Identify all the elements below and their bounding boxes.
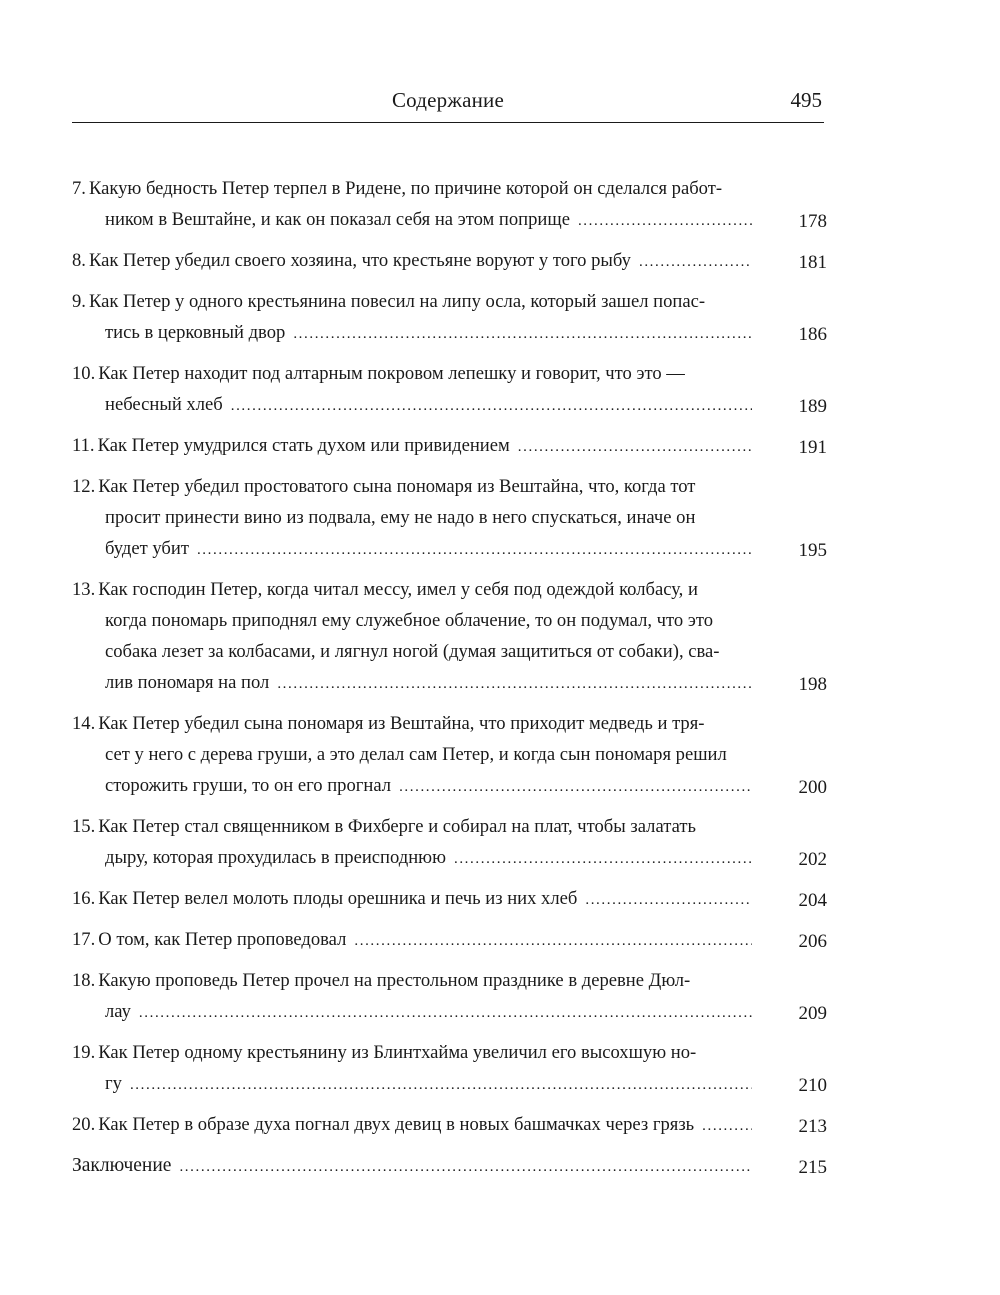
toc-entry-number: 10.	[72, 363, 96, 384]
dot-leader	[454, 844, 752, 875]
toc-line	[72, 204, 752, 237]
toc-entry-number: 19.	[72, 1042, 96, 1063]
toc-line-text	[72, 363, 685, 384]
toc-page-number: 209	[798, 1003, 827, 1024]
toc-entry-text	[72, 1037, 752, 1101]
toc-line	[72, 1037, 752, 1068]
toc-entry-text	[72, 811, 752, 875]
toc-entry	[72, 430, 827, 463]
toc-line-text	[72, 883, 577, 914]
toc-line	[72, 430, 752, 463]
toc-page-number: 186	[798, 324, 827, 345]
toc-page-number: 215	[798, 1157, 827, 1178]
toc-entry-number: 11.	[72, 435, 95, 456]
toc-line-text	[72, 713, 704, 734]
toc-line-text	[105, 317, 285, 348]
dot-leader	[399, 772, 752, 803]
toc-entry	[72, 1109, 827, 1142]
toc-line	[72, 358, 752, 389]
toc-line	[72, 471, 752, 502]
toc-entry-number: 18.	[72, 970, 96, 991]
toc-line	[72, 636, 752, 667]
running-header	[72, 88, 824, 123]
toc-entry-title: Как Петер стал священником в Фихберге и собирал на плат, чтобы залатать	[98, 816, 696, 837]
toc-line	[72, 605, 752, 636]
toc-entry-title: сторожить груши, то он его прогнал	[105, 775, 392, 796]
toc-entry-title: Как Петер убедил своего хозяина, что крестьяне воруют у того рыбу	[88, 250, 631, 271]
toc-line-text	[105, 204, 570, 235]
toc-line	[72, 389, 752, 422]
toc-entry-title: тись в церковный двор	[105, 322, 286, 343]
toc-line	[72, 286, 752, 317]
toc-line-text	[72, 1109, 694, 1140]
toc-entry	[72, 883, 827, 916]
dot-leader	[197, 535, 752, 566]
toc-page-number: 200	[798, 777, 827, 798]
toc-entry-number: 17.	[72, 929, 96, 950]
toc-page-number: 189	[798, 396, 827, 417]
toc-line-text	[105, 667, 269, 698]
toc-line-text	[105, 389, 223, 420]
dot-leader	[585, 885, 752, 916]
toc-entry-title: Как Петер у одного крестьянина повесил на липу осла, который зашел попас-	[88, 291, 706, 312]
dot-leader	[702, 1111, 752, 1142]
toc-entry	[72, 708, 827, 803]
toc-entry	[72, 471, 827, 566]
toc-entry-text	[72, 1109, 752, 1142]
toc-entry-title: гу	[105, 1073, 122, 1094]
toc-line	[72, 1068, 752, 1101]
dot-leader	[130, 1070, 752, 1101]
toc-entry-number: 20.	[72, 1114, 96, 1135]
toc-entry-title: Как Петер убедил сына пономаря из Вештайна, что приходит медведь и тря-	[98, 713, 705, 734]
toc-entry-number: 7.	[72, 178, 86, 199]
toc-line	[72, 996, 752, 1029]
toc-entry-text	[72, 245, 752, 278]
toc-line-text	[105, 610, 713, 631]
toc-line-text	[105, 641, 719, 662]
toc-page-number: 210	[798, 1075, 827, 1096]
toc-entry-number: 9.	[72, 291, 86, 312]
toc-entry	[72, 245, 827, 278]
toc-entry-number: 16.	[72, 888, 96, 909]
toc-line	[72, 924, 752, 957]
toc-entry-text	[72, 924, 752, 957]
header-title: Содержание	[391, 88, 505, 112]
toc-entry-title: лив пономаря на пол	[105, 672, 270, 693]
toc-entry-text	[72, 883, 752, 916]
toc-page-number: 198	[798, 674, 827, 695]
toc-page-number: 206	[798, 931, 827, 952]
toc-entry-title: Как Петер умудрился стать духом или привидением	[97, 435, 510, 456]
toc-page-number: 181	[798, 252, 827, 273]
toc-entry-title: когда пономарь приподнял ему служебное облачение, то он подумал, что это	[105, 610, 713, 631]
toc-page-number: 213	[798, 1116, 827, 1137]
toc-line	[72, 965, 752, 996]
toc-entry-text	[72, 430, 752, 463]
toc-line	[72, 1150, 752, 1183]
toc-entry-text	[72, 286, 752, 350]
toc-entry	[72, 574, 827, 700]
toc-entry-text	[72, 471, 752, 566]
toc-line-text	[72, 245, 631, 276]
toc-line-text	[72, 579, 698, 600]
dot-leader	[277, 669, 752, 700]
toc-line-text	[72, 1042, 696, 1063]
dot-leader	[578, 206, 752, 237]
toc-line-text	[105, 744, 727, 765]
toc-line-text	[72, 291, 705, 312]
header-page-number: 495	[790, 88, 822, 112]
dot-leader	[639, 247, 752, 278]
toc-entry-title: Как господин Петер, когда читал мессу, имел у себя под одеждой колбасу, и	[98, 579, 698, 600]
toc-line-text	[105, 842, 446, 873]
toc-entry	[72, 1037, 827, 1101]
toc-line	[72, 1109, 752, 1142]
toc-entry-number: 12.	[72, 476, 96, 497]
toc-line	[72, 842, 752, 875]
toc-entry-text	[72, 965, 752, 1029]
toc-entry-title: Как Петер велел молоть плоды орешника и печь из них хлеб	[98, 888, 578, 909]
toc-entry-text	[72, 574, 752, 700]
toc-entry-number: 15.	[72, 816, 96, 837]
toc-entry	[72, 924, 827, 957]
dot-leader	[231, 391, 752, 422]
toc-entry-title: просит принести вино из подвала, ему не надо в него спускаться, иначе он	[105, 507, 696, 528]
toc-entry-number: 14.	[72, 713, 96, 734]
toc-entry-text	[72, 708, 752, 803]
dot-leader	[179, 1152, 752, 1183]
toc-line-text	[105, 533, 189, 564]
toc-line	[72, 502, 752, 533]
toc-entry	[72, 173, 827, 237]
toc-entry	[72, 286, 827, 350]
toc-entry-number: 13.	[72, 579, 96, 600]
toc-line	[72, 533, 752, 566]
toc-entry-title: лау	[105, 1001, 131, 1022]
toc-entry-number: 8.	[72, 250, 86, 271]
toc-line-text	[105, 996, 131, 1027]
toc-line	[72, 667, 752, 700]
toc-entry-text	[72, 173, 752, 237]
toc-entry-title: Как Петер находит под алтарным покровом лепешку и говорит, что это —	[98, 363, 685, 384]
toc-entry-title: небесный хлеб	[105, 394, 223, 415]
dot-leader	[139, 998, 752, 1029]
toc-entry-title: дыру, которая прохудилась в преисподнюю	[105, 847, 446, 868]
toc-line	[72, 574, 752, 605]
toc-line-text	[105, 507, 695, 528]
toc-entry	[72, 811, 827, 875]
toc-entry-title: О том, как Петер проповедовал	[98, 929, 347, 950]
toc-page-number: 204	[798, 890, 827, 911]
toc-line	[72, 770, 752, 803]
toc-entry-title: Как Петер в образе духа погнал двух девиц в новых башмачках через грязь	[98, 1114, 695, 1135]
toc-entry-text	[72, 1150, 752, 1183]
toc-line	[72, 708, 752, 739]
toc-page-number: 195	[798, 540, 827, 561]
toc-entry	[72, 965, 827, 1029]
toc-line	[72, 883, 752, 916]
toc-line	[72, 317, 752, 350]
toc-line-text	[105, 770, 391, 801]
toc-line-text	[105, 1068, 122, 1099]
toc-page-number: 202	[798, 849, 827, 870]
toc-line-text	[72, 430, 510, 461]
toc-entry-title: собака лезет за колбасами, и лягнул ногой (думая защититься от собаки), сва-	[105, 641, 720, 662]
toc-entry-title: Какую бедность Петер терпел в Ридене, по причине которой он сделался работ-	[88, 178, 723, 199]
toc-page-number: 178	[798, 211, 827, 232]
toc-line	[72, 245, 752, 278]
toc-entry-title: ником в Вештайне, и как он показал себя на этом поприще	[105, 209, 570, 230]
toc-line	[72, 811, 752, 842]
toc-line	[72, 739, 752, 770]
toc-line-text	[72, 970, 690, 991]
toc-entry-title: Как Петер одному крестьянину из Блинтхайма увеличил его высохшую но-	[98, 1042, 697, 1063]
toc-line	[72, 173, 752, 204]
toc-entry-text	[72, 358, 752, 422]
toc-line-text	[72, 1150, 171, 1181]
toc-line-text	[72, 178, 722, 199]
toc-entry-title: будет убит	[105, 538, 189, 559]
toc-line-text	[72, 816, 696, 837]
toc-line-text	[72, 924, 346, 955]
toc-line-text	[72, 476, 695, 497]
dot-leader	[354, 926, 752, 957]
dot-leader	[518, 432, 752, 463]
toc-entry-title: Заключение	[72, 1155, 172, 1176]
toc-entry-title: сет у него с дерева груши, а это делал сам Петер, и когда сын пономаря решил	[105, 744, 727, 765]
toc-page-number: 191	[798, 437, 827, 458]
toc-entry-title: Как Петер убедил простоватого сына пономаря из Вештайна, что, когда тот	[98, 476, 696, 497]
table-of-contents	[72, 173, 827, 1191]
dot-leader	[293, 319, 752, 350]
toc-entry	[72, 358, 827, 422]
toc-entry	[72, 1150, 827, 1183]
toc-entry-title: Какую проповедь Петер прочел на престольном празднике в деревне Дюл-	[98, 970, 691, 991]
